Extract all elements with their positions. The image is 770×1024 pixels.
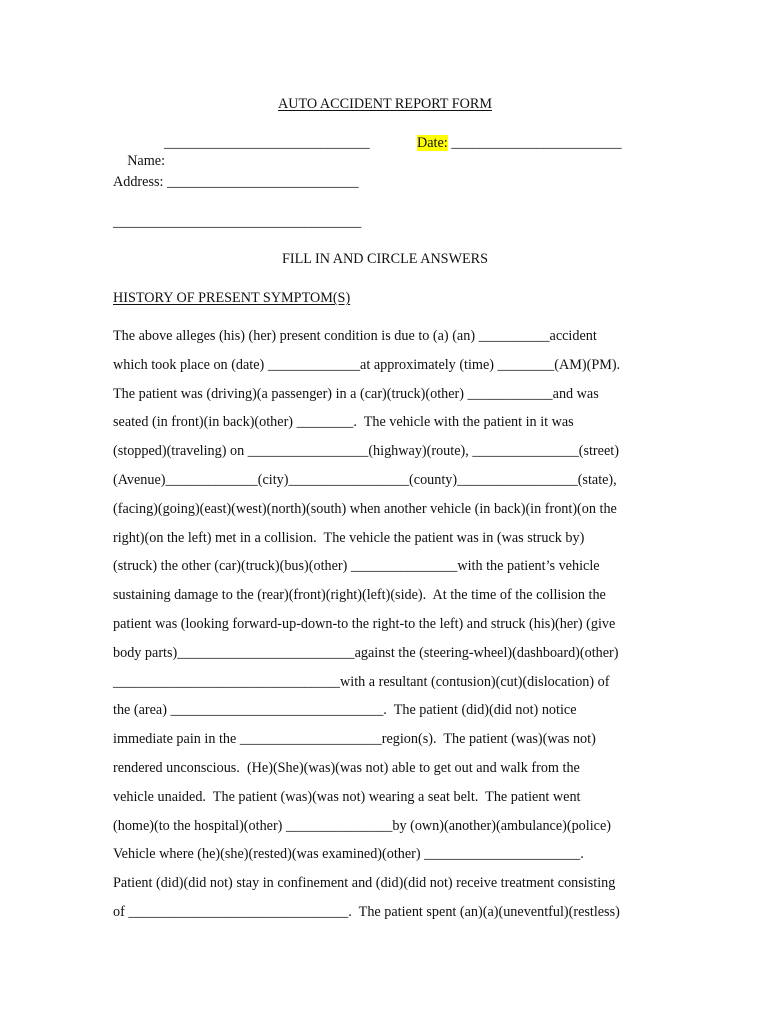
date-label: Date:	[417, 135, 448, 151]
form-line: rendered unconscious. (He)(She)(was)(was not) able to get out and walk from the	[113, 760, 580, 776]
form-line: ________________________________with a resultant (contusion)(cut)(dislocation) of	[113, 673, 610, 690]
form-line: (facing)(going)(east)(west)(north)(south) when another vehicle (in back)(in front)(on the	[113, 500, 617, 517]
form-line: The above alleges (his) (her) present condition is due to (a) (an) __________accident	[113, 328, 597, 344]
address-row	[113, 173, 359, 191]
form-line: (struck) the other (car)(truck)(bus)(other) _______________with the patient’s vehicle	[113, 558, 600, 575]
form-line: Patient (did)(did not) stay in confinement and (did)(did not) receive treatment consisting	[113, 875, 616, 892]
instructions: FILL IN AND CIRCLE ANSWERS	[282, 251, 488, 267]
form-line: patient was (looking forward-up-down-to the right-to the left) and struck (his)(her) (give	[113, 616, 616, 632]
form-line: right)(on the left) met in a collision. The vehicle the patient was in (was struck by)	[113, 529, 585, 546]
form-line: which took place on (date) _____________at approximately (time) ________(AM)(PM).	[113, 356, 621, 373]
form-line: sustaining damage to the (rear)(front)(right)(left)(side). At the time of the collision the	[113, 587, 606, 604]
form-line: body parts)_________________________against the (steering-wheel)(dashboard)(other)	[113, 644, 619, 661]
form-line: seated (in front)(in back)(other) ________. The vehicle with the patient in it was	[113, 414, 574, 431]
address-field-line-2[interactable]: ___________________________________	[113, 214, 362, 230]
form-line: (home)(to the hospital)(other) _______________by (own)(another)(ambulance)(police)	[113, 817, 611, 834]
form-line: The patient was (driving)(a passenger) in a (car)(truck)(other) ____________and was	[113, 385, 599, 402]
name-field[interactable]: _____________________________	[164, 135, 370, 151]
form-line: immediate pain in the ____________________region(s). The patient (was)(was not)	[113, 731, 596, 748]
address-field[interactable]: ___________________________	[163, 174, 359, 190]
form-line: of _______________________________. The patient spent (an)(a)(uneventful)(restless)	[113, 904, 620, 920]
date-field[interactable]: ________________________	[447, 135, 622, 151]
name-label: Name:	[127, 153, 166, 169]
address-label: Address:	[113, 174, 164, 190]
form-line: (stopped)(traveling) on _________________(highway)(route), _______________(street)	[113, 443, 619, 460]
date-row	[417, 134, 622, 152]
form-title: AUTO ACCIDENT REPORT FORM	[278, 96, 492, 112]
form-line: (Avenue)_____________(city)_________________(county)_________________(state),	[113, 472, 617, 488]
form-line: vehicle unaided. The patient (was)(was not) wearing a seat belt. The patient went	[113, 788, 581, 805]
form-line: Vehicle where (he)(she)(rested)(was examined)(other) ______________________.	[113, 846, 584, 863]
section-heading: HISTORY OF PRESENT SYMPTOM(S)	[113, 290, 351, 306]
form-line: the (area) ______________________________. The patient (did)(did not) notice	[113, 702, 577, 719]
